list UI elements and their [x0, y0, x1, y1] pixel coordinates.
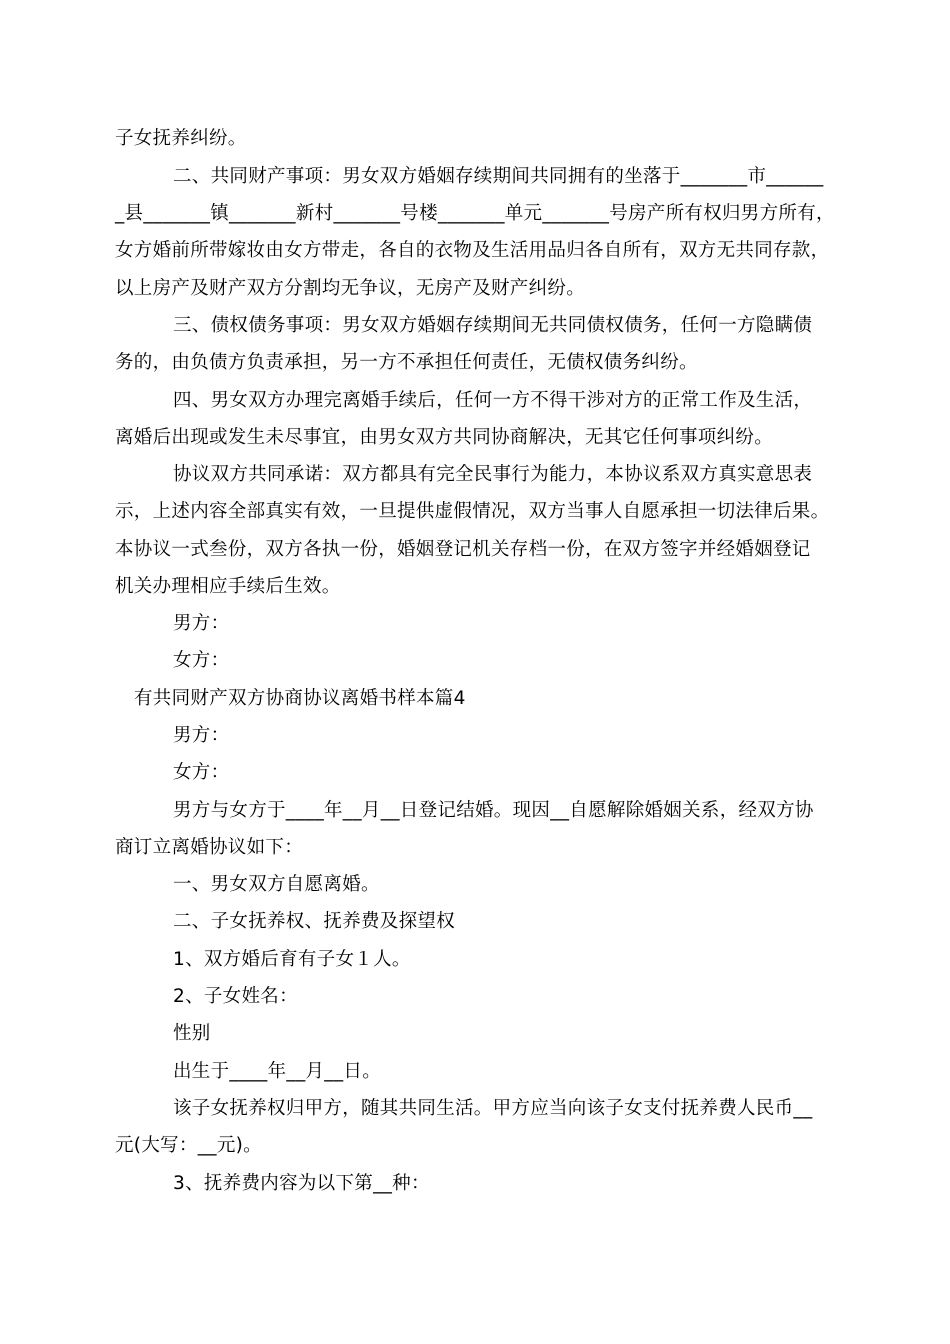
text-line: 示，上述内容全部真实有效，一旦提供虚假情况，双方当事人自愿承担一切法律后果。 [115, 501, 830, 522]
text-line: 男方与女方于____年__月__日登记结婚。现因__自愿解除婚姻关系，经双方协 [173, 800, 814, 821]
text-line: 一、男女双方自愿离婚。 [173, 874, 380, 895]
section-title: 有共同财产双方协商协议离婚书样本篇4 [134, 688, 466, 709]
text-line: 2、子女姓名： [173, 986, 298, 1007]
text-line: 元(大写：__元)。 [115, 1135, 262, 1156]
text-line: _县_______镇_______新村_______号楼_______单元_______号房产所有权归男方所有， [115, 203, 835, 224]
text-line: 商订立离婚协议如下： [115, 837, 304, 858]
text-line: 该子女抚养权归甲方，随其共同生活。甲方应当向该子女支付抚养费人民币__ [173, 1098, 813, 1119]
signature-label-female: 女方： [173, 650, 230, 671]
text-line: 机关办理相应手续后生效。 [115, 576, 341, 597]
party-label-female: 女方： [173, 762, 230, 783]
party-label-male: 男方： [173, 725, 230, 746]
text-line: 出生于____年__月__日。 [173, 1061, 382, 1082]
text-line: 性别 [173, 1023, 211, 1044]
text-line: 女方婚前所带嫁妆由女方带走，各自的衣物及生活用品归各自所有，双方无共同存款， [115, 240, 830, 261]
text-line: 协议双方共同承诺：双方都具有完全民事行为能力，本协议系双方真实意思表 [173, 464, 813, 485]
text-line: 三、债权债务事项：男女双方婚姻存续期间无共同债权债务，任何一方隐瞒债 [173, 315, 813, 336]
text-line: 二、共同财产事项：男女双方婚姻存续期间共同拥有的坐落于_______市______ [173, 166, 824, 187]
text-line: 四、男女双方办理完离婚手续后，任何一方不得干涉对方的正常工作及生活， [173, 390, 813, 411]
text-line: 1、双方婚后育有子女１人。 [173, 949, 411, 970]
text-line: 3、抚养费内容为以下第__种： [173, 1173, 430, 1194]
signature-label-male: 男方： [173, 613, 230, 634]
text-line: 离婚后出现或发生未尽事宜，由男女双方共同协商解决，无其它任何事项纠纷。 [115, 427, 774, 448]
text-line: 子女抚养纠纷。 [115, 128, 247, 149]
text-line: 以上房产及财产双方分割均无争议，无房产及财产纠纷。 [115, 278, 586, 299]
text-line: 二、子女抚养权、抚养费及探望权 [173, 911, 456, 932]
text-line: 本协议一式叁份，双方各执一份，婚姻登记机关存档一份，在双方签字并经婚姻登记 [115, 539, 811, 560]
text-line: 务的，由负债方负责承担，另一方不承担任何责任，无债权债务纠纷。 [115, 352, 698, 373]
